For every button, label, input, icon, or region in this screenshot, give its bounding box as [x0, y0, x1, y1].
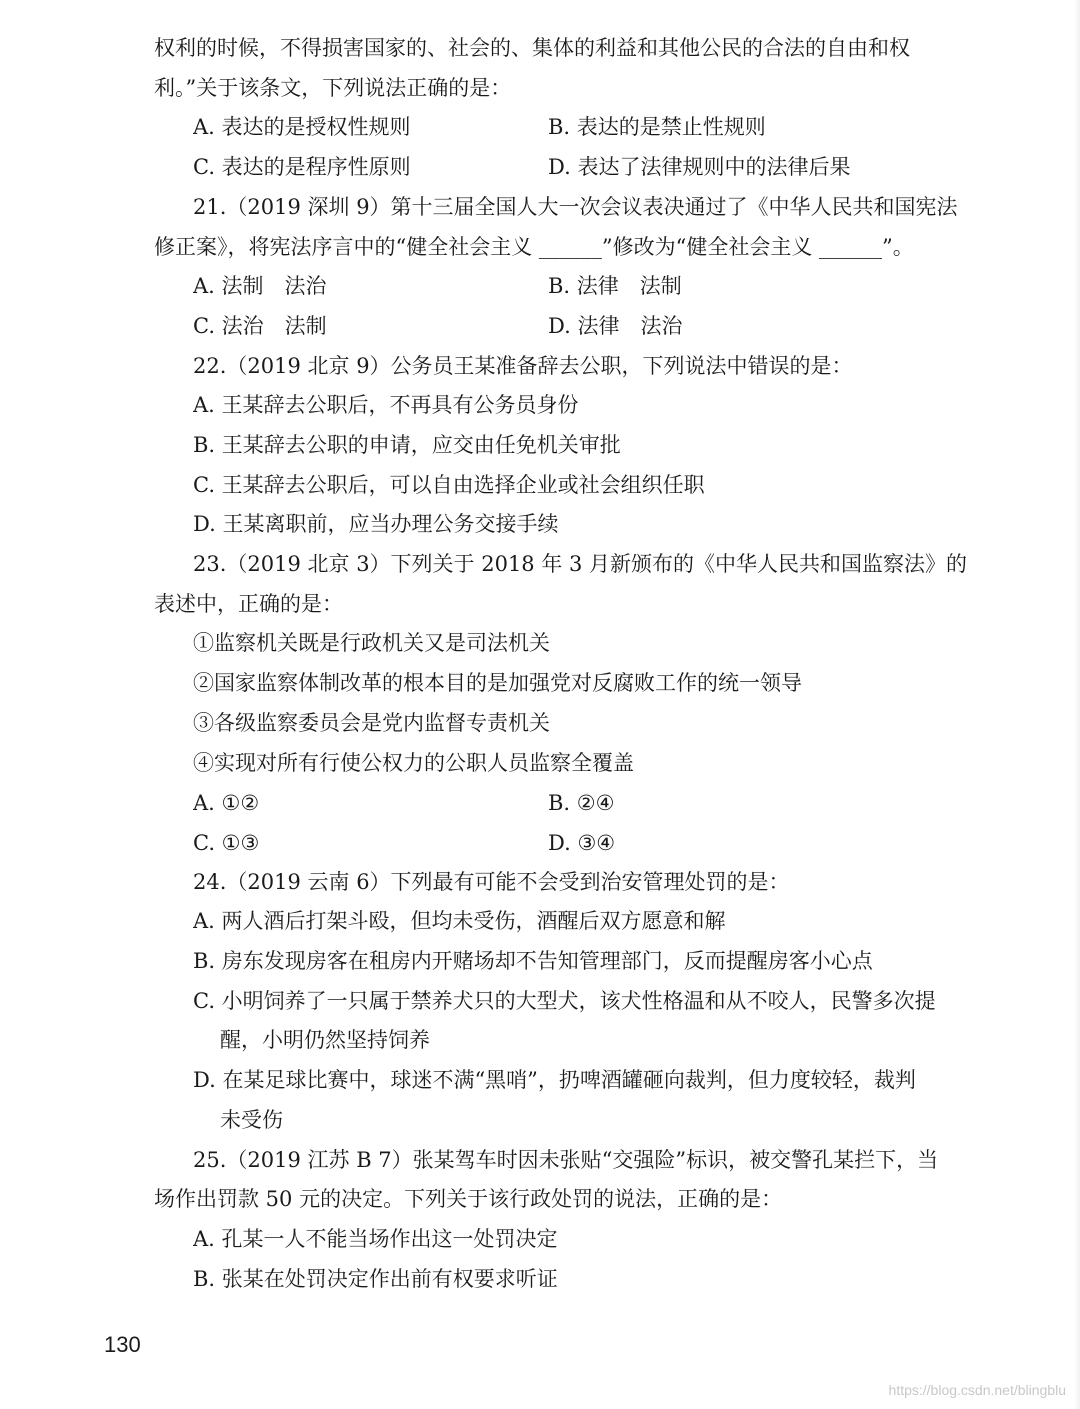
question-20-stem-line-2: 利。”关于该条文，下列说法正确的是： — [154, 76, 512, 100]
question-25-option-a: A. 孔某一人不能当场作出这一处罚决定 — [193, 1227, 558, 1251]
question-21-option-c: C. 法治 法制 — [193, 314, 327, 338]
question-20-option-b: B. 表达的是禁止性规则 — [548, 115, 766, 139]
question-23-statement-3: ③各级监察委员会是党内监督专责机关 — [193, 711, 550, 735]
question-23-stem-line-1: 23.（2019 北京 3）下列关于 2018 年 3 月新颁布的《中华人民共和国监察法》的 — [193, 552, 968, 576]
question-23-statement-4: ④实现对所有行使公权力的公职人员监察全覆盖 — [193, 751, 634, 775]
question-25-stem-line-1: 25.（2019 江苏 B 7）张某驾车时因未张贴“交强险”标识，被交警孔某拦下，当 — [193, 1148, 939, 1172]
question-24-option-b: B. 房东发现房客在租房内开赌场却不告知管理部门，反而提醒房客小心点 — [193, 949, 873, 973]
question-22-option-a: A. 王某辞去公职后，不再具有公务员身份 — [193, 393, 579, 417]
question-20-stem-line-1: 权利的时候，不得损害国家的、社会的、集体的利益和其他公民的合法的自由和权 — [154, 36, 910, 60]
question-23-option-c: C. ①③ — [193, 831, 260, 855]
question-25-option-b: B. 张某在处罚决定作出前有权要求听证 — [193, 1267, 558, 1291]
question-22-option-b: B. 王某辞去公职的申请，应交由任免机关审批 — [193, 433, 621, 457]
question-22-option-d: D. 王某离职前，应当办理公务交接手续 — [193, 512, 559, 536]
page-number: 130 — [104, 1332, 141, 1357]
question-20-option-d: D. 表达了法律规则中的法律后果 — [548, 155, 851, 179]
question-24-option-d-line-2: 未受伤 — [220, 1108, 283, 1132]
watermark-url: https://blog.csdn.net/blingblu — [888, 1382, 1066, 1398]
question-23-statement-2: ②国家监察体制改革的根本目的是加强党对反腐败工作的统一领导 — [193, 671, 802, 695]
question-24-option-d-line-1: D. 在某足球比赛中，球迷不满“黑哨”，扔啤酒罐砸向裁判，但力度较轻，裁判 — [193, 1068, 916, 1092]
question-23-stem-line-2: 表述中，正确的是： — [154, 592, 343, 616]
page-edge-shadow — [1074, 0, 1080, 1409]
question-21-option-b: B. 法律 法制 — [548, 274, 682, 298]
question-22-option-c: C. 王某辞去公职后，可以自由选择企业或社会组织任职 — [193, 473, 705, 497]
question-23-statement-1: ①监察机关既是行政机关又是司法机关 — [193, 631, 550, 655]
question-21-option-d: D. 法律 法治 — [548, 314, 683, 338]
question-21-stem-line-2: 修正案》，将宪法序言中的“健全社会主义 ______”修改为“健全社会主义 ______”。 — [154, 235, 914, 259]
question-23-option-d: D. ③④ — [548, 831, 616, 855]
question-24-option-c-line-1: C. 小明饲养了一只属于禁养犬只的大型犬，该犬性格温和从不咬人，民警多次提 — [193, 989, 936, 1013]
question-21-option-a: A. 法制 法治 — [193, 274, 327, 298]
question-23-option-a: A. ①② — [193, 791, 260, 815]
question-21-stem-line-1: 21.（2019 深圳 9）第十三届全国人大一次会议表决通过了《中华人民共和国宪法 — [193, 195, 958, 219]
question-24-option-a: A. 两人酒后打架斗殴，但均未受伤，酒醒后双方愿意和解 — [193, 909, 726, 933]
question-22-stem: 22.（2019 北京 9）公务员王某准备辞去公职，下列说法中错误的是： — [193, 354, 853, 378]
question-25-stem-line-2: 场作出罚款 50 元的决定。下列关于该行政处罚的说法，正确的是： — [154, 1187, 783, 1211]
question-24-option-c-line-2: 醒，小明仍然坚持饲养 — [220, 1028, 430, 1052]
question-20-option-c: C. 表达的是程序性原则 — [193, 155, 411, 179]
question-24-stem: 24.（2019 云南 6）下列最有可能不会受到治安管理处罚的是： — [193, 870, 790, 894]
question-20-option-a: A. 表达的是授权性规则 — [193, 115, 411, 139]
question-23-option-b: B. ②④ — [548, 791, 615, 815]
